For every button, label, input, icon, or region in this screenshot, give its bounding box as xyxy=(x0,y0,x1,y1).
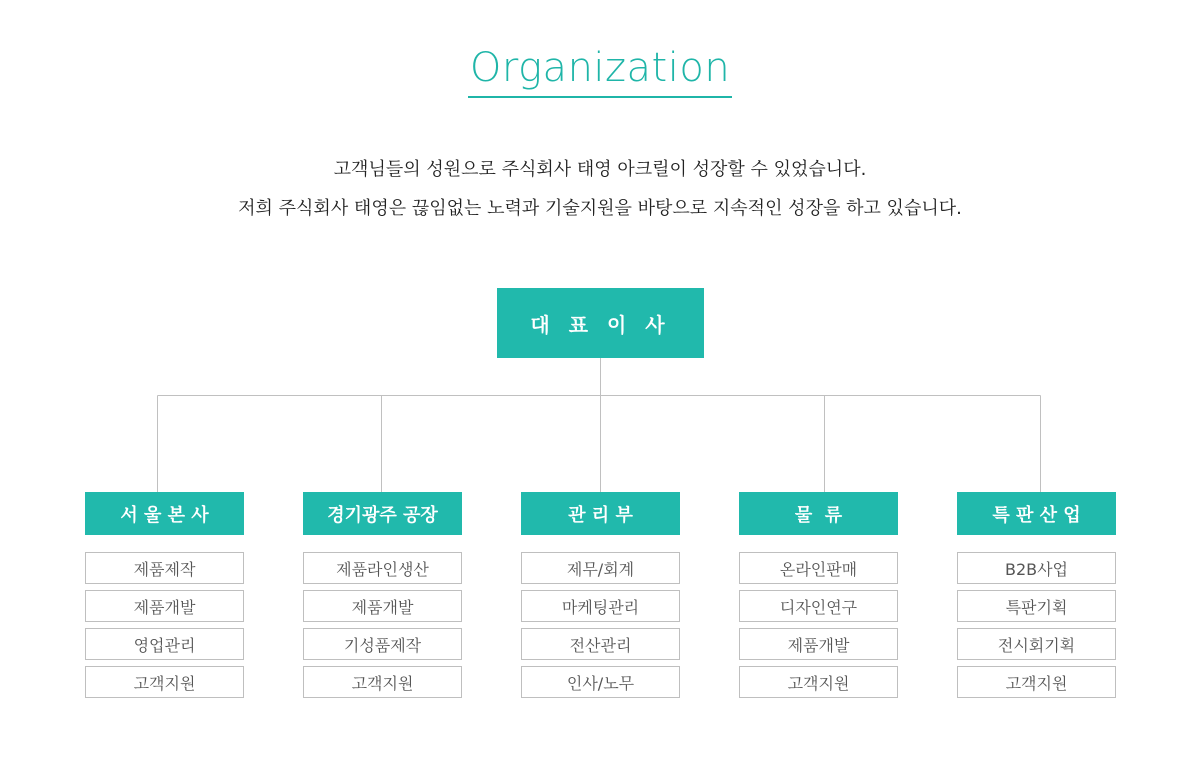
dept-management: 관 리 부 xyxy=(521,492,680,535)
dept-item: 제품제작 xyxy=(85,552,244,584)
dept-logistics-items xyxy=(739,552,898,704)
dept-item: 마케팅관리 xyxy=(521,590,680,622)
dept-item: B2B사업 xyxy=(957,552,1116,584)
dept-gyeonggi-gwangju-factory: 경기광주 공장 xyxy=(303,492,462,535)
intro-line-2: 저희 주식회사 태영은 끊임없는 노력과 기술지원을 바탕으로 지속적인 성장을 하고 있습니다. xyxy=(238,198,962,219)
dept-item: 영업관리 xyxy=(85,628,244,660)
dept-item: 특판기획 xyxy=(957,590,1116,622)
dept-item: 제품개발 xyxy=(303,590,462,622)
dept-management-items xyxy=(521,552,680,704)
dept-item: 고객지원 xyxy=(85,666,244,698)
dept-item: 고객지원 xyxy=(957,666,1116,698)
dept-item: 전시회기획 xyxy=(957,628,1116,660)
page-title: Organization xyxy=(468,44,732,98)
dept-item: 제무/회계 xyxy=(521,552,680,584)
ceo-box: 대 표 이 사 xyxy=(497,288,704,358)
dept-logistics: 물 류 xyxy=(739,492,898,535)
dept-item: 제품라인생산 xyxy=(303,552,462,584)
dept-item: 디자인연구 xyxy=(739,590,898,622)
dept-item: 인사/노무 xyxy=(521,666,680,698)
dept-item: 고객지원 xyxy=(739,666,898,698)
dept-seoul-hq: 서 울 본 사 xyxy=(85,492,244,535)
dept-item: 고객지원 xyxy=(303,666,462,698)
dept-item: 제품개발 xyxy=(739,628,898,660)
dept-item: 제품개발 xyxy=(85,590,244,622)
dept-special-sales-items xyxy=(957,552,1116,704)
dept-gyeonggi-gwangju-factory-items xyxy=(303,552,462,704)
intro-line-1: 고객님들의 성원으로 주식회사 태영 아크릴이 성장할 수 있었습니다. xyxy=(333,159,867,180)
dept-item: 기성품제작 xyxy=(303,628,462,660)
dept-item: 온라인판매 xyxy=(739,552,898,584)
dept-item: 전산관리 xyxy=(521,628,680,660)
dept-special-sales: 특 판 산 업 xyxy=(957,492,1116,535)
dept-seoul-hq-items xyxy=(85,552,244,704)
